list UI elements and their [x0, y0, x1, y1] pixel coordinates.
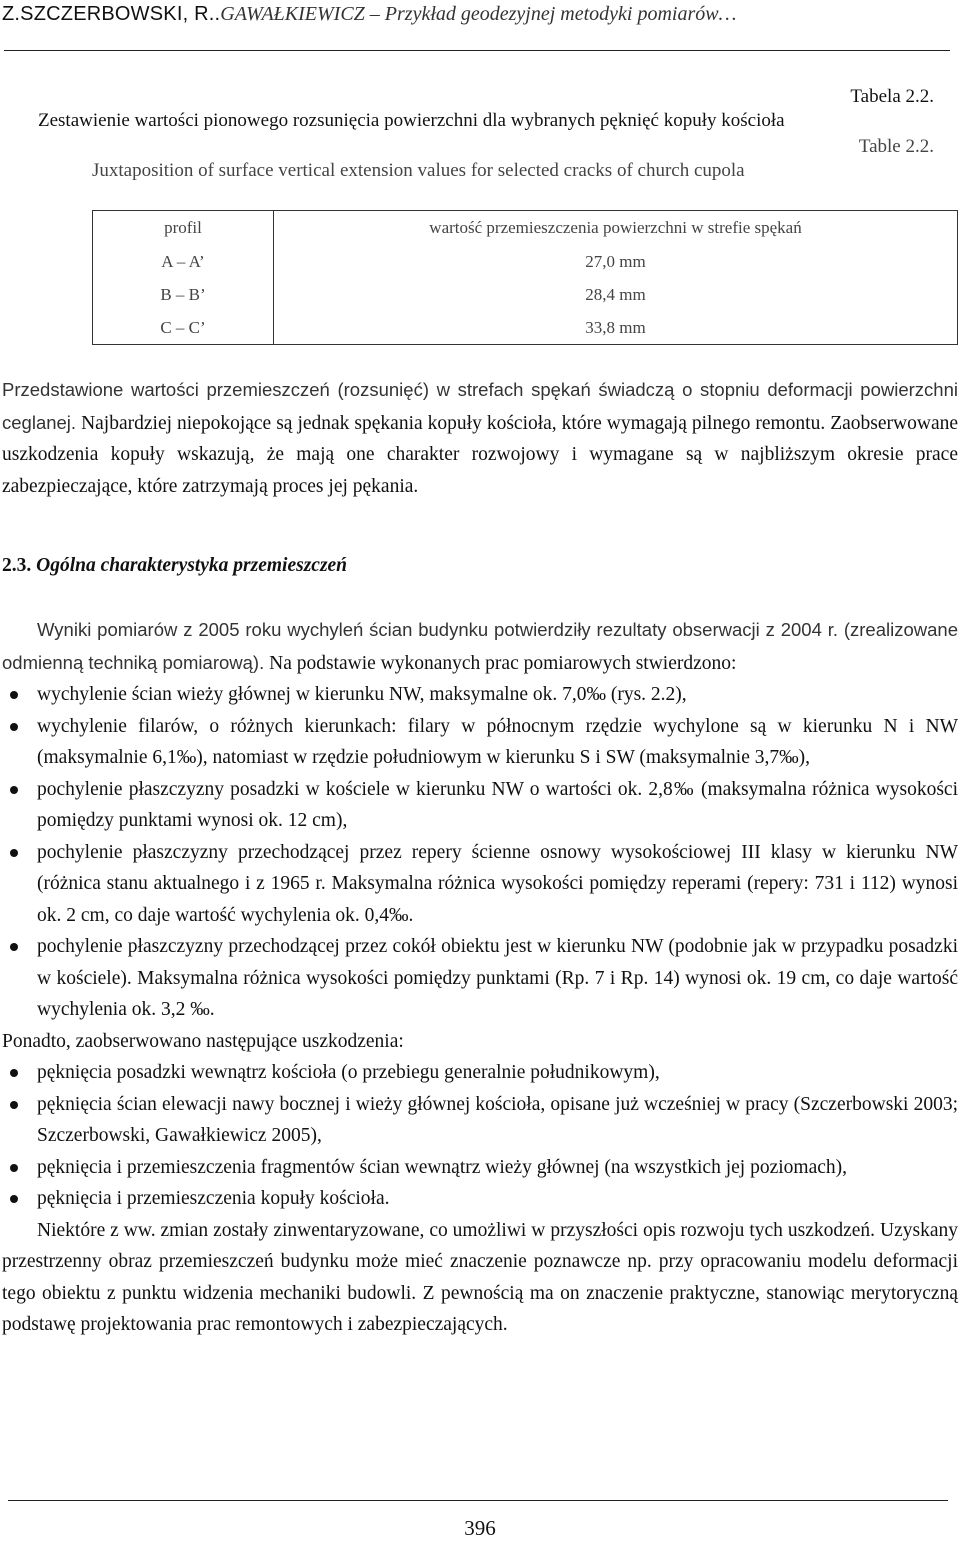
- header-authors: Z.SZCZERBOWSKI, R..: [2, 3, 221, 25]
- table-header-profil: profil: [93, 211, 274, 246]
- table-header-value: wartość przemieszczenia powierzchni w strefie spękań: [429, 218, 802, 237]
- paragraph-measurements-lead: Na podstawie wykonanych prac pomiarowych stwierdzono:: [269, 652, 737, 674]
- list-item-text: pochylenie płaszczyzny posadzki w kościele w kierunku NW o wartości ok. 2,8‰ (maksymalna różnica wysokości pomiędzy punktami wynosi ok. 12 cm),: [37, 778, 958, 831]
- table-cell-value: 27,0 mm: [585, 251, 646, 271]
- table-caption-en: Juxtaposition of surface vertical extension values for selected cracks of church cupola: [92, 160, 745, 181]
- list-item: [2, 1057, 958, 1089]
- list-item-text: wychylenie filarów, o różnych kierunkach: filary w północnym rzędzie wychylone są w kierunku N i NW (maksymalnie 6,1‰), natomiast w rzędzie południowym w kierunku S i SW (maksymalnie 3,7‰),: [37, 715, 958, 768]
- table-header-row: [93, 211, 958, 246]
- bullet-icon: [10, 723, 18, 731]
- table-row: [93, 278, 958, 311]
- running-header: [2, 2, 736, 26]
- bullet-icon: [10, 943, 18, 951]
- table-row: [93, 245, 958, 278]
- list-item: [2, 1183, 958, 1215]
- list-item: [2, 1089, 958, 1152]
- bullet-icon: [10, 1101, 18, 1109]
- damage-list: [2, 1057, 958, 1215]
- table-cell-profil: C – C’: [93, 311, 274, 345]
- list-item: [2, 931, 958, 1026]
- footer-rule: [8, 1500, 948, 1501]
- bullet-icon: [10, 849, 18, 857]
- paragraph-deformation-body: Najbardziej niepokojące są jednak spękania kopuły kościoła, które wymagają pilnego remontu. Zaobserwowane uszkodzenia kopuły wskazują, że mają one charakter rozwojowy i wymagane są w najbliższym okresie prace zabezpieczające, które zatrzymają proces jej pękania.: [2, 412, 958, 497]
- paragraph-measurements-intro: Wyniki pomiarów z 2005 roku wychyleń ścian budynku potwierdziły rezultaty obserwacji z 2004 r. (zrealizowane odmienną techniką pomiarową).: [2, 619, 958, 673]
- list-item: [2, 774, 958, 837]
- displacement-table: [92, 210, 958, 345]
- section-number: 2.3.: [2, 555, 32, 576]
- paragraph-deformation-intro: Przedstawione wartości przemieszczeń (rozsunięć) w strefach spękań świadczą o stopniu deformacji powierzchni ceglanej.: [2, 379, 958, 433]
- list-item-text: pęknięcia posadzki wewnątrz kościoła (o przebiegu generalnie południkowym),: [37, 1062, 660, 1083]
- table-cell-profil: A – A’: [93, 245, 274, 278]
- header-rule: [4, 50, 950, 51]
- paragraph-measurements: [2, 614, 958, 679]
- list-item-text: wychylenie ścian wieży głównej w kierunku NW, maksymalne ok. 7,0‰ (rys. 2.2),: [37, 684, 687, 705]
- list-item: [2, 711, 958, 774]
- bullet-icon: [10, 1164, 18, 1172]
- list-item: [2, 1152, 958, 1184]
- list-item-text: pochylenie płaszczyzny przechodzącej przez repery ścienne osnowy wysokościowej III klasy w kierunku NW (różnica stanu aktualnego i z 1965 r. Maksymalna różnica wysokości pomiędzy reperami (repery: 731 i 112) wynosi ok. 2 cm, co daje wartość wychylenia ok. 0,4‰.: [37, 841, 958, 926]
- table-label-en: Table 2.2.: [858, 136, 934, 157]
- bullet-icon: [10, 1069, 18, 1077]
- list-item-text: pochylenie płaszczyzny przechodzącej przez cokół obiektu jest w kierunku NW (podobnie jak w przypadku posadzki w kościele). Maksymalna różnica wysokości pomiędzy punktami (Rp. 7 i Rp. 14) wynosi ok. 19 cm, co daje wartość wychylenia ok. 3,2 ‰.: [37, 936, 958, 1020]
- section-title: Ogólna charakterystyka przemieszczeń: [36, 555, 348, 576]
- table-cell-profil: B – B’: [93, 278, 274, 311]
- table-caption-pl: Zestawienie wartości pionowego rozsunięcia powierzchni dla wybranych pęknięć kopuły kościoła: [38, 110, 785, 131]
- page-number: 396: [464, 1516, 496, 1540]
- header-title: GAWAŁKIEWICZ – Przykład geodezyjnej metodyki pomiarów…: [220, 3, 737, 25]
- paragraph-damage-lead: Ponadto, zaobserwowano następujące uszkodzenia:: [2, 1030, 404, 1052]
- section-body: [2, 614, 958, 1341]
- list-item-text: pęknięcia i przemieszczenia fragmentów ścian wewnątrz wieży głównej (na wszystkich jej poziomach),: [37, 1156, 847, 1178]
- bullet-icon: [10, 691, 18, 699]
- section-heading: [2, 552, 347, 580]
- paragraph-deformation: [2, 374, 958, 502]
- list-item-text: pęknięcia ścian elewacji nawy bocznej i wieży głównej kościoła, opisane już wcześniej w pracy (Szczerbowski 2003; Szczerbowski, Gawałkiewicz 2005),: [37, 1093, 958, 1146]
- table-label-pl: Tabela 2.2.: [850, 86, 934, 107]
- table-row: [93, 311, 958, 345]
- paragraph-conclusion: Niektóre z ww. zmian zostały zinwentaryzowane, co umożliwi w przyszłości opis rozwoju tych uszkodzeń. Uzyskany przestrzenny obraz przemieszczeń budynku może mieć znaczenie poznawcze np. przy opracowaniu modelu deformacji tego obiektu z punktu widzenia mechaniki budowli. Z pewnością ma on znaczenie praktyczne, stanowiąc merytoryczną podstawę projektowania prac remontowych i zabezpieczających.: [2, 1219, 958, 1335]
- findings-list: [2, 679, 958, 1026]
- table-cell-value: 28,4 mm: [585, 284, 646, 304]
- list-item-text: pęknięcia i przemieszczenia kopuły kościoła.: [37, 1188, 390, 1209]
- list-item: [2, 837, 958, 932]
- table-cell-value: 33,8 mm: [585, 317, 646, 337]
- list-item: [2, 679, 958, 711]
- bullet-icon: [10, 786, 18, 794]
- bullet-icon: [10, 1195, 18, 1203]
